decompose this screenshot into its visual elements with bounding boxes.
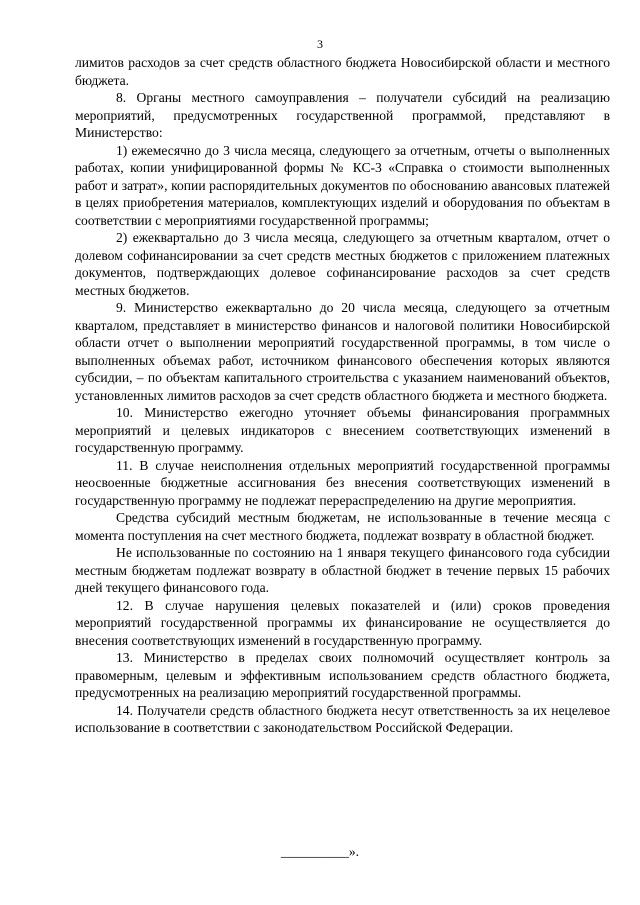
paragraph-item-9: 9. Министерство ежеквартально до 20 числа месяца, следующего за отчетным кварталом, представляет в министерство финансов и налоговой политики Новосибирской области отчет о выполнении мероприятий государственной программы, в том числе о выполненных объемах работ, источником финансового обеспечения которых являются субсидии, – по объектам капитального строительства с указанием наименований объектов, установленных лимитов расходов за счет средств областного бюджета и местного бюджета. [75, 300, 610, 403]
page-number: 3 [317, 37, 323, 51]
paragraph-continuation: лимитов расходов за счет средств областного бюджета Новосибирской области и местного бюджета. [75, 55, 610, 88]
paragraph-item-8-1: 1) ежемесячно до 3 числа месяца, следующего за отчетным, отчеты о выполненных работах, копии унифицированной формы № КС-3 «Справка о стоимости выполненных работ и затрат», копии распорядительных документов по обоснованию авансовых платежей в целях приобретения материалов, комплектующих изделий и оборудования по объектам в соответствии с мероприятиями государственной программы; [75, 142, 610, 228]
paragraph-item-14: 14. Получатели средств областного бюджета несут ответственность за их нецелевое использование в соответствии с законодательством Российской Федерации. [75, 702, 610, 735]
paragraph-item-11: 11. В случае неисполнения отдельных мероприятий государственной программы неосвоенные бюджетные ассигнования без внесения соответствующих изменений в государственную программу не подлежат перераспределению на другие мероприятия. [75, 457, 610, 508]
paragraph-item-8: 8. Органы местного самоуправления – получатели субсидий на реализацию мероприятий, предусмотренных государственной программой, представляют в Министерство: [75, 90, 610, 140]
closing-mark: __________». [280, 844, 360, 859]
paragraph-item-10: 10. Министерство ежегодно уточняет объемы финансирования программных мероприятий и целевых индикаторов с внесением соответствующих изменений в государственную программу. [75, 405, 610, 455]
paragraph-item-12: 12. В случае нарушения целевых показателей и (или) сроков проведения мероприятий государственной программы их финансирование не осуществляется до внесения соответствующих изменений в государственную программу. [75, 597, 610, 648]
paragraph-subsidy-funds: Средства субсидий местным бюджетам, не использованные в течение месяца с момента поступления на счет местного бюджета, подлежат возврату в областной бюджет. [75, 510, 610, 543]
paragraph-item-8-2: 2) ежеквартально до 3 числа месяца, следующего за отчетным кварталом, отчет о долевом софинансировании за счет средств местных бюджетов с приложением платежных документов, подтверждающих долевое софинансирование расходов за счет средств местных бюджетов. [75, 230, 610, 298]
paragraph-item-13: 13. Министерство в пределах своих полномочий осуществляет контроль за правомерным, целевым и эффективным использованием средств областного бюджета, предусмотренных на реализацию мероприятий государственной программы. [75, 650, 610, 700]
document-body [75, 54, 610, 737]
paragraph-unused-subsidies: Не использованные по состоянию на 1 января текущего финансового года субсидии местным бюджетам подлежат возврату в областной бюджет в течение первых 15 рабочих дней текущего финансового года. [75, 545, 610, 595]
